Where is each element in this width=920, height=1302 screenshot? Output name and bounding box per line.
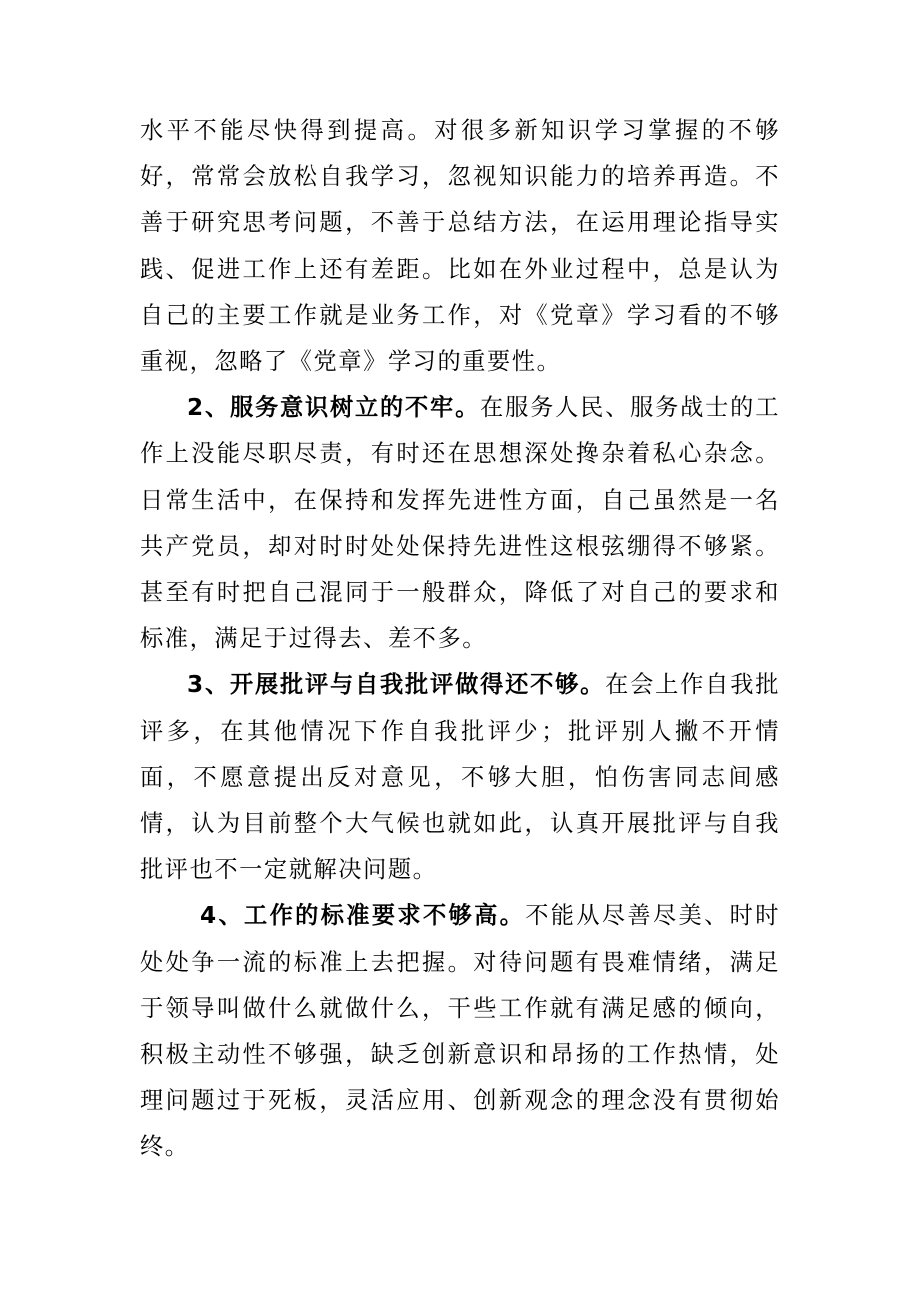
paragraph-text: 在会上作自我批评多，在其他情况下作自我批评少；批评别人撇不开情面，不愿意提出反对意见，不够大胆，怕伤害同志间感情，认为目前整个大气候也就如此，认真开展批评与自我批评也不一定就解决问题。 xyxy=(140,671,780,884)
paragraph-work-standards xyxy=(140,893,780,1170)
paragraph-text: 在服务人民、服务战士的工作上没能尽职尽责，有时还在思想深处搀杂着私心杂念。日常生活中，在保持和发挥先进性方面，自己虽然是一名共产党员，却对时时处处保持先进性这根弦绷得不够紧。甚至有时把自己混同于一般群众，降低了对自己的要求和标准，满足于过得去、差不多。 xyxy=(140,394,780,653)
paragraph-continuation xyxy=(140,108,780,385)
paragraph-text: 水平不能尽快得到提高。对很多新知识学习掌握的不够好，常常会放松自我学习，忽视知识能力的培养再造。不善于研究思考问题，不善于总结方法，在运用理论指导实践、促进工作上还有差距。比如在外业过程中，总是认为自己的主要工作就是业务工作，对《党章》学习看的不够重视，忽略了《党章》学习的重要性。 xyxy=(140,117,780,376)
document-body xyxy=(140,108,780,1171)
paragraph-heading: 3、开展批评与自我批评做得还不够。 xyxy=(187,671,606,699)
paragraph-text: 不能从尽善尽美、时时处处争一流的标准上去把握。对待问题有畏难情绪，满足于领导叫做什么就做什么，干些工作就有满足感的倾向，积极主动性不够强，缺乏创新意识和昂扬的工作热情，处理问题过于死板，灵活应用、创新观念的理念没有贯彻始终。 xyxy=(140,902,781,1161)
paragraph-service-awareness xyxy=(140,385,780,662)
paragraph-heading: 2、服务意识树立的不牢。 xyxy=(187,394,481,422)
paragraph-heading: 4、工作的标准要求不够高。 xyxy=(200,902,526,930)
paragraph-criticism xyxy=(140,662,780,893)
